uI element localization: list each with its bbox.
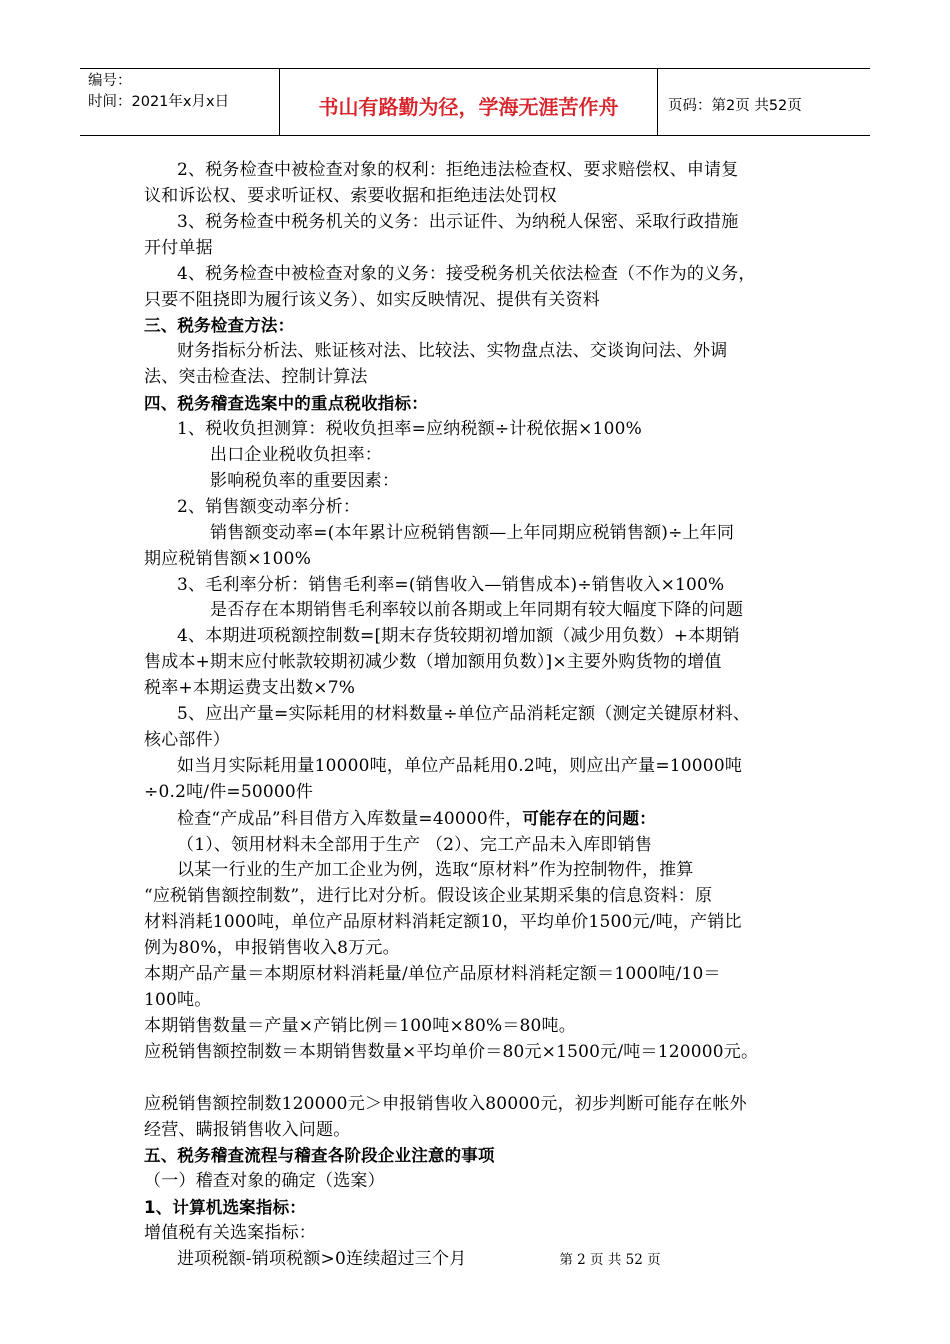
paragraph-line: 法、突击检查法、控制计算法	[144, 367, 368, 388]
paragraph-line: 4、本期进项税额控制数=[期末存货较期初增加额（减少用负数）+本期销	[177, 626, 740, 647]
paragraph-line: 售成本+期末应付帐款较期初减少数（增加额用负数）]×主要外购货物的增值	[144, 652, 722, 673]
paragraph-line: 影响税负率的重要因素：	[210, 470, 400, 491]
paragraph-line: 开付单据	[144, 237, 213, 258]
paragraph-line: 1、税收负担测算：税收负担率=应纳税额÷计税依据×100%	[177, 419, 642, 440]
paragraph-line: 期应税销售额×100%	[144, 548, 312, 569]
document-body	[144, 158, 824, 1273]
paragraph-line: ÷0.2吨/件=50000件	[144, 781, 314, 802]
paragraph-line: 经营、瞒报销售收入问题。	[144, 1119, 351, 1140]
paragraph-line: 本期产品产量＝本期原材料消耗量/单位产品原材料消耗定额＝1000吨/10＝	[144, 964, 721, 985]
section-heading: 三、税务检查方法：	[144, 316, 295, 336]
paragraph-line: 增值税有关选案指标：	[144, 1223, 316, 1244]
page-header	[80, 68, 870, 136]
paragraph-line: 税率+本期运费支出数×7%	[144, 678, 356, 699]
paragraph-line: （一）稽查对象的确定（选案）	[144, 1171, 385, 1192]
paragraph-line: 核心部件）	[144, 729, 230, 750]
paragraph-line: 出口企业税收负担率：	[210, 444, 382, 465]
page-footer: 第 2 页 共 52 页	[559, 1252, 661, 1268]
paragraph-line: 销售额变动率=(本年累计应税销售额—上年同期应税销售额)÷上年同	[210, 522, 735, 543]
paragraph-line: 2、税务检查中被检查对象的权利：拒绝违法检查权、要求赔偿权、申请复	[177, 160, 739, 180]
paragraph-line	[144, 806, 824, 833]
paragraph-line: 4、税务检查中被检查对象的义务：接受税务机关依法检查（不作为的义务，	[177, 263, 756, 284]
paragraph-line: 应税销售额控制数＝本期销售数量×平均单价＝80元×1500元/吨＝120000元。	[144, 1041, 759, 1062]
section-heading: 五、税务稽查流程与稽查各阶段企业注意的事项	[144, 1146, 495, 1166]
paragraph-line: （1）、领用材料未全部用于生产 （2）、完工产品未入库即销售	[177, 834, 653, 855]
paragraph-line: 如当月实际耗用量10000吨，单位产品耗用0.2吨，则应出产量=10000吨	[177, 755, 743, 776]
inspection-text: 检查“产成品”科目借方入库数量=40000件，	[177, 808, 523, 829]
section-heading: 四、税务稽查选案中的重点税收指标：	[144, 394, 428, 414]
paragraph-line: 以某一行业的生产加工企业为例，选取“原材料”作为控制物件，推算	[177, 860, 694, 881]
blank-line	[144, 1066, 824, 1092]
paragraph-line: 进项税额-销项税额>0连续超过三个月	[177, 1249, 467, 1270]
header-motto: 书山有路勤为径，学海无涯苦作舟	[280, 69, 658, 135]
paragraph-line: 3、税务检查中税务机关的义务：出示证件、为纳税人保密、采取行政措施	[177, 211, 739, 232]
paragraph-line: 例为80%，申报销售收入8万元。	[144, 938, 400, 959]
paragraph-line: 100吨。	[144, 990, 212, 1010]
paragraph-line: 应税销售额控制数120000元＞申报销售收入80000元，初步判断可能存在帐外	[144, 1093, 747, 1114]
paragraph-line: 材料消耗1000吨，单位产品原材料消耗定额10，平均单价1500元/吨，产销比	[144, 912, 742, 933]
paragraph-line: 2、销售额变动率分析：	[177, 496, 361, 517]
header-page-number: 页码：第2页 共52页	[668, 97, 802, 114]
paragraph-line: 议和诉讼权、要求听证权、索要收据和拒绝违法处罚权	[144, 185, 557, 206]
document-number-label: 编号：	[88, 73, 132, 89]
possible-issues-label: 可能存在的问题：	[522, 808, 656, 828]
paragraph-line: 3、毛利率分析：销售毛利率=(销售收入—销售成本)÷销售收入×100%	[177, 574, 725, 595]
section-heading: 1、计算机选案指标：	[144, 1198, 306, 1218]
paragraph-line: 本期销售数量＝产量×产销比例＝100吨×80%＝80吨。	[144, 1015, 576, 1036]
paragraph-line: 财务指标分析法、账证核对法、比较法、实物盘点法、交谈询问法、外调	[177, 341, 728, 362]
paragraph-line: “应税销售额控制数”，进行比对分析。假设该企业某期采集的信息资料：原	[144, 886, 713, 907]
paragraph-line: 是否存在本期销售毛利率较以前各期或上年同期有较大幅度下降的问题	[210, 600, 744, 621]
header-meta	[80, 69, 280, 135]
paragraph-line: 只要不阻挠即为履行该义务）、如实反映情况、提供有关资料	[144, 289, 600, 310]
paragraph-line: 5、应出产量=实际耗用的材料数量÷单位产品消耗定额（测定关键原材料、	[177, 704, 751, 725]
document-time-label: 时间：2021年x月x日	[88, 94, 230, 110]
